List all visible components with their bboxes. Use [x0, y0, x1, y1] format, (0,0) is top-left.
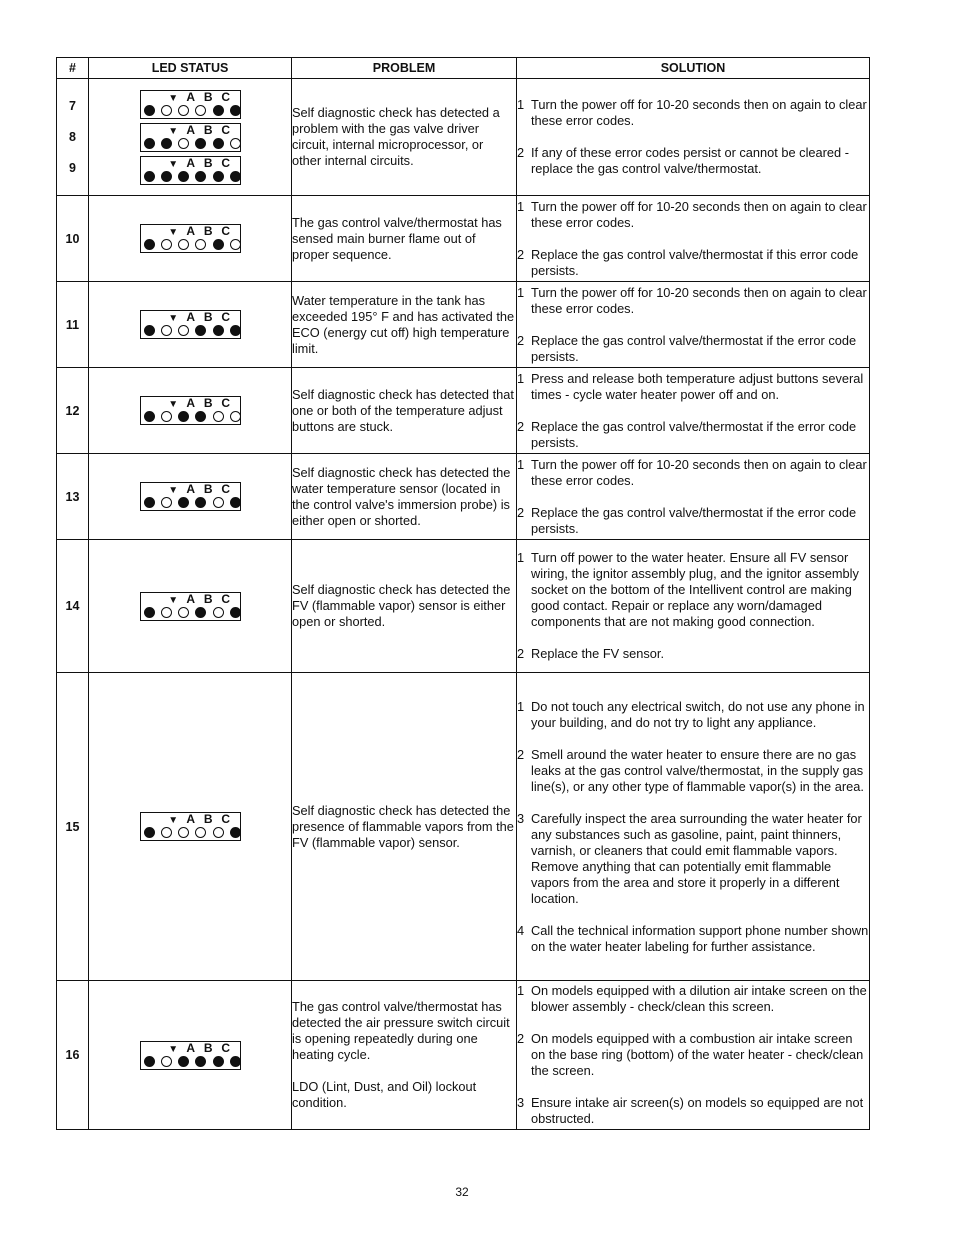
error-code-cell: [57, 196, 89, 282]
solution-cell: [517, 196, 870, 282]
table-row: [57, 196, 870, 282]
led-label: C: [221, 224, 231, 238]
led-status-cell: [89, 540, 292, 673]
triangle-down-icon: ▼: [168, 227, 179, 238]
header-solution: SOLUTION: [517, 58, 870, 79]
led-off-icon: [161, 325, 172, 336]
triangle-down-icon: ▼: [168, 1043, 179, 1055]
error-code-cell: [57, 540, 89, 673]
led-indicator-panel: [140, 482, 241, 511]
led-status-cell: [89, 79, 292, 196]
error-code-cell: [57, 454, 89, 540]
solution-step-number: 2: [517, 418, 525, 434]
solution-step: [517, 97, 869, 129]
led-on-icon: [144, 171, 155, 182]
led-on-icon: [178, 171, 189, 182]
solution-step: [517, 747, 869, 795]
solution-step-text: Call the technical information support phone number shown on the water heater labeling for further assistance.: [531, 922, 869, 954]
led-label: A: [186, 224, 196, 238]
solution-step-number: 2: [517, 746, 525, 762]
led-off-icon: [161, 607, 172, 618]
table-row: [57, 540, 870, 673]
led-label: B: [203, 224, 213, 238]
solution-step: [517, 457, 869, 489]
led-status-cell: [89, 454, 292, 540]
solution-step-number: 2: [517, 504, 525, 520]
solution-step-number: 4: [517, 922, 525, 938]
led-on-icon: [161, 171, 172, 182]
solution-step-number: 2: [517, 246, 525, 262]
solution-step-text: On models equipped with a dilution air intake screen on the blower assembly - check/clean this screen.: [531, 983, 867, 1014]
led-label: B: [203, 155, 213, 170]
led-off-icon: [213, 497, 224, 508]
triangle-down-icon: ▼: [168, 313, 179, 324]
led-on-icon: [144, 105, 155, 116]
led-on-icon: [213, 171, 224, 182]
solution-step-number: 3: [517, 1095, 525, 1110]
led-off-icon: [230, 138, 241, 149]
led-label: A: [186, 591, 196, 606]
led-panel-labels: [165, 483, 235, 497]
led-on-icon: [144, 325, 155, 336]
solution-step: [517, 646, 869, 662]
error-code: 12: [65, 403, 80, 418]
led-indicator-panel: [140, 123, 241, 152]
led-label: C: [221, 155, 231, 170]
led-on-icon: [230, 171, 241, 182]
led-status-cell: [89, 282, 292, 368]
solution-step-text: Turn the power off for 10-20 seconds then on again to clear these error codes.: [531, 284, 867, 316]
error-code: 9: [69, 161, 76, 176]
led-off-icon: [195, 239, 206, 250]
header-number: #: [57, 58, 89, 79]
diagnostic-table: [56, 57, 870, 1130]
led-panel-labels: [165, 813, 235, 827]
solution-step-text: If any of these error codes persist or cannot be cleared - replace the gas control valve/thermostat.: [531, 145, 849, 176]
problem-note: LDO (Lint, Dust, and Oil) lockout condition.: [292, 1079, 477, 1110]
solution-step-number: 1: [517, 284, 525, 300]
led-label: C: [221, 396, 231, 410]
solution-step-text: Carefully inspect the area surrounding the water heater for any substances such as gasoline, paint, paint thinners, varnish, or cleaners that could emit flammable vapors. Remove anything that can potentially emit flammable vapors from the area and store it properly in a different location.: [531, 810, 862, 906]
led-label: B: [203, 482, 213, 496]
solution-step-number: 2: [517, 332, 525, 348]
solution-step-number: 2: [517, 1031, 525, 1046]
error-code: 10: [65, 231, 80, 246]
led-off-icon: [161, 827, 172, 838]
led-on-icon: [230, 827, 241, 838]
led-panel-labels: [165, 157, 235, 171]
led-label: C: [221, 122, 231, 137]
led-on-icon: [161, 138, 172, 149]
table-row: [57, 79, 870, 196]
solution-step-number: 2: [517, 646, 525, 661]
problem-text: Self diagnostic check has detected that one or both of the temperature adjust buttons are stuck.: [292, 386, 514, 434]
error-code: 15: [65, 819, 80, 834]
led-label: A: [186, 396, 196, 410]
solution-cell: [517, 540, 870, 673]
led-on-icon: [230, 105, 241, 116]
error-code-cell: [57, 79, 89, 196]
led-panel-labels: [165, 311, 235, 325]
led-on-icon: [195, 138, 206, 149]
solution-cell: [517, 282, 870, 368]
led-indicator-panel: [140, 396, 241, 425]
led-label: B: [203, 310, 213, 324]
table-header-row: [57, 58, 870, 79]
led-on-icon: [213, 239, 224, 250]
solution-step-number: 1: [517, 198, 525, 214]
problem-text: Self diagnostic check has detected the presence of flammable vapors from the FV (flammable vapor) sensor.: [292, 802, 514, 850]
led-panel-labels: [165, 225, 235, 239]
led-label: A: [186, 482, 196, 496]
solution-step-number: 1: [517, 698, 525, 714]
solution-step: [517, 145, 869, 177]
problem-cell: [292, 673, 517, 981]
led-on-icon: [144, 827, 155, 838]
led-on-icon: [195, 607, 206, 618]
led-off-icon: [213, 827, 224, 838]
led-on-icon: [178, 1056, 189, 1067]
header-problem: PROBLEM: [292, 58, 517, 79]
led-on-icon: [144, 1056, 155, 1067]
led-indicator-panel: [140, 90, 241, 119]
solution-step-text: Ensure intake air screen(s) on models so equipped are not obstructed.: [531, 1095, 864, 1126]
led-label: C: [221, 89, 231, 104]
problem-text: The gas control valve/thermostat has sensed main burner flame out of proper sequence.: [292, 214, 502, 262]
error-code-cell: [57, 282, 89, 368]
table-row: [57, 454, 870, 540]
solution-step-text: Turn the power off for 10-20 seconds then on again to clear these error codes.: [531, 97, 867, 128]
solution-step-text: Turn off power to the water heater. Ensure all FV sensor wiring, the ignitor assembly plug, and the ignitor assembly socket on the bottom of the Intellivent control are making good contact. Repair or replace any worn/damaged components that are not making good connection.: [531, 550, 859, 629]
solution-step: [517, 247, 869, 279]
led-on-icon: [230, 1056, 241, 1067]
led-status-cell: [89, 673, 292, 981]
solution-step-number: 3: [517, 810, 525, 826]
led-label: C: [221, 482, 231, 496]
led-indicator-panel: [140, 812, 241, 841]
led-on-icon: [213, 1056, 224, 1067]
triangle-down-icon: ▼: [168, 125, 179, 137]
led-label: A: [186, 155, 196, 170]
led-off-icon: [161, 239, 172, 250]
solution-cell: [517, 673, 870, 981]
table-body: [57, 79, 870, 1130]
led-label: B: [203, 89, 213, 104]
led-on-icon: [144, 138, 155, 149]
led-panel-labels: [165, 91, 235, 105]
led-label: B: [203, 1040, 213, 1055]
triangle-down-icon: ▼: [168, 485, 179, 496]
led-off-icon: [178, 827, 189, 838]
led-off-icon: [178, 138, 189, 149]
problem-text: The gas control valve/thermostat has detected the air pressure switch circuit is opening repeatedly during one heating cycle.: [292, 999, 510, 1062]
solution-step: [517, 419, 869, 451]
led-off-icon: [178, 105, 189, 116]
solution-step-text: Turn the power off for 10-20 seconds then on again to clear these error codes.: [531, 456, 867, 488]
led-on-icon: [144, 411, 155, 422]
triangle-down-icon: ▼: [168, 158, 179, 170]
led-label: B: [203, 812, 213, 826]
solution-step-number: 1: [517, 97, 525, 112]
solution-step-text: Replace the gas control valve/thermostat if this error code persists.: [531, 246, 859, 278]
problem-text: Self diagnostic check has detected a problem with the gas valve driver circuit, internal microprocessor, or other internal circuits.: [292, 105, 500, 168]
table-row: [57, 981, 870, 1130]
problem-cell: [292, 368, 517, 454]
solution-step: [517, 333, 869, 365]
problem-cell: [292, 540, 517, 673]
led-indicator-panel: [140, 310, 241, 339]
led-indicator-panel: [140, 224, 241, 253]
problem-cell: [292, 196, 517, 282]
led-status-cell: [89, 196, 292, 282]
led-label: B: [203, 122, 213, 137]
led-on-icon: [195, 411, 206, 422]
led-off-icon: [178, 239, 189, 250]
led-off-icon: [161, 411, 172, 422]
solution-step-text: Replace the gas control valve/thermostat if the error code persists.: [531, 332, 857, 364]
solution-step-number: 2: [517, 145, 525, 160]
led-panel-labels: [165, 1042, 235, 1056]
led-on-icon: [213, 105, 224, 116]
problem-cell: [292, 981, 517, 1130]
solution-step: [517, 285, 869, 317]
led-indicator-panel: [140, 1041, 241, 1070]
led-on-icon: [213, 138, 224, 149]
solution-step: [517, 983, 869, 1015]
led-off-icon: [195, 827, 206, 838]
solution-step: [517, 699, 869, 731]
error-code: 11: [65, 317, 80, 332]
solution-step: [517, 550, 869, 630]
led-on-icon: [144, 607, 155, 618]
error-code: 8: [69, 129, 76, 144]
solution-step-text: Press and release both temperature adjust buttons several times - cycle water heater power off and on.: [531, 370, 864, 402]
header-led-status: LED STATUS: [89, 58, 292, 79]
error-code-cell: [57, 368, 89, 454]
led-on-icon: [178, 497, 189, 508]
led-label: C: [221, 591, 231, 606]
solution-step-text: Replace the FV sensor.: [531, 646, 665, 661]
problem-text: Self diagnostic check has detected the water temperature sensor (located in the control valve's immersion probe) is either open or shorted.: [292, 464, 511, 528]
led-label: A: [186, 812, 196, 826]
led-indicator-panel: [140, 156, 241, 185]
error-code: 14: [65, 599, 80, 613]
led-label: B: [203, 396, 213, 410]
page-number: 32: [455, 1185, 469, 1199]
triangle-down-icon: ▼: [168, 399, 179, 410]
solution-step-text: Do not touch any electrical switch, do not use any phone in your building, and do not try to light any appliance.: [531, 698, 865, 730]
error-code-cell: [57, 981, 89, 1130]
led-on-icon: [230, 497, 241, 508]
solution-step: [517, 923, 869, 955]
problem-cell: [292, 454, 517, 540]
led-on-icon: [195, 497, 206, 508]
led-on-icon: [144, 239, 155, 250]
led-label: A: [186, 1040, 196, 1055]
led-on-icon: [230, 607, 241, 618]
led-panel-labels: [165, 397, 235, 411]
triangle-down-icon: ▼: [168, 594, 179, 606]
solution-cell: [517, 454, 870, 540]
led-off-icon: [195, 105, 206, 116]
error-code-cell: [57, 673, 89, 981]
solution-step: [517, 505, 869, 537]
table-row: [57, 368, 870, 454]
led-off-icon: [161, 105, 172, 116]
led-label: A: [186, 122, 196, 137]
solution-step: [517, 1095, 869, 1127]
table-row: [57, 673, 870, 981]
solution-step-number: 1: [517, 456, 525, 472]
solution-cell: [517, 981, 870, 1130]
led-off-icon: [161, 1056, 172, 1067]
led-on-icon: [195, 325, 206, 336]
problem-text: Self diagnostic check has detected the FV (flammable vapor) sensor is either open or shorted.: [292, 582, 511, 629]
led-label: A: [186, 310, 196, 324]
led-status-cell: [89, 981, 292, 1130]
led-label: A: [186, 89, 196, 104]
solution-step-text: Turn the power off for 10-20 seconds then on again to clear these error codes.: [531, 198, 867, 230]
led-off-icon: [213, 607, 224, 618]
led-on-icon: [178, 411, 189, 422]
led-on-icon: [144, 497, 155, 508]
solution-step: [517, 199, 869, 231]
error-code: 16: [65, 1048, 80, 1062]
solution-step-text: Smell around the water heater to ensure there are no gas leaks at the gas control valve/thermostat, in the supply gas line(s), or any other type of flammable vapor(s) in the area.: [531, 746, 864, 794]
led-off-icon: [178, 325, 189, 336]
led-on-icon: [195, 1056, 206, 1067]
led-off-icon: [230, 239, 241, 250]
problem-cell: [292, 282, 517, 368]
error-code: 7: [69, 98, 76, 113]
solution-step-text: Replace the gas control valve/thermostat if the error code persists.: [531, 418, 857, 450]
led-on-icon: [195, 171, 206, 182]
led-off-icon: [230, 411, 241, 422]
problem-text: Water temperature in the tank has exceeded 195° F and has activated the ECO (energy cut off) high temperature limit.: [292, 292, 515, 356]
led-label: C: [221, 812, 231, 826]
led-off-icon: [178, 607, 189, 618]
solution-step-number: 1: [517, 983, 525, 998]
led-on-icon: [230, 325, 241, 336]
problem-cell: [292, 79, 517, 196]
led-label: C: [221, 310, 231, 324]
led-label: C: [221, 1040, 231, 1055]
solution-step: [517, 1031, 869, 1079]
triangle-down-icon: ▼: [168, 92, 179, 104]
solution-step: [517, 371, 869, 403]
led-panel-labels: [165, 124, 235, 138]
led-off-icon: [161, 497, 172, 508]
solution-cell: [517, 79, 870, 196]
led-status-cell: [89, 368, 292, 454]
triangle-down-icon: ▼: [168, 815, 179, 826]
solution-step: [517, 811, 869, 907]
solution-step-number: 1: [517, 550, 525, 565]
error-code: 13: [65, 489, 80, 504]
led-indicator-panel: [140, 592, 241, 621]
led-on-icon: [213, 325, 224, 336]
led-label: B: [203, 591, 213, 606]
solution-step-text: Replace the gas control valve/thermostat if the error code persists.: [531, 504, 857, 536]
led-panel-labels: [165, 593, 235, 607]
solution-step-text: On models equipped with a combustion air intake screen on the base ring (bottom) of the water heater - check/clean the screen.: [531, 1031, 864, 1078]
table-row: [57, 282, 870, 368]
solution-cell: [517, 368, 870, 454]
solution-step-number: 1: [517, 370, 525, 386]
led-off-icon: [213, 411, 224, 422]
